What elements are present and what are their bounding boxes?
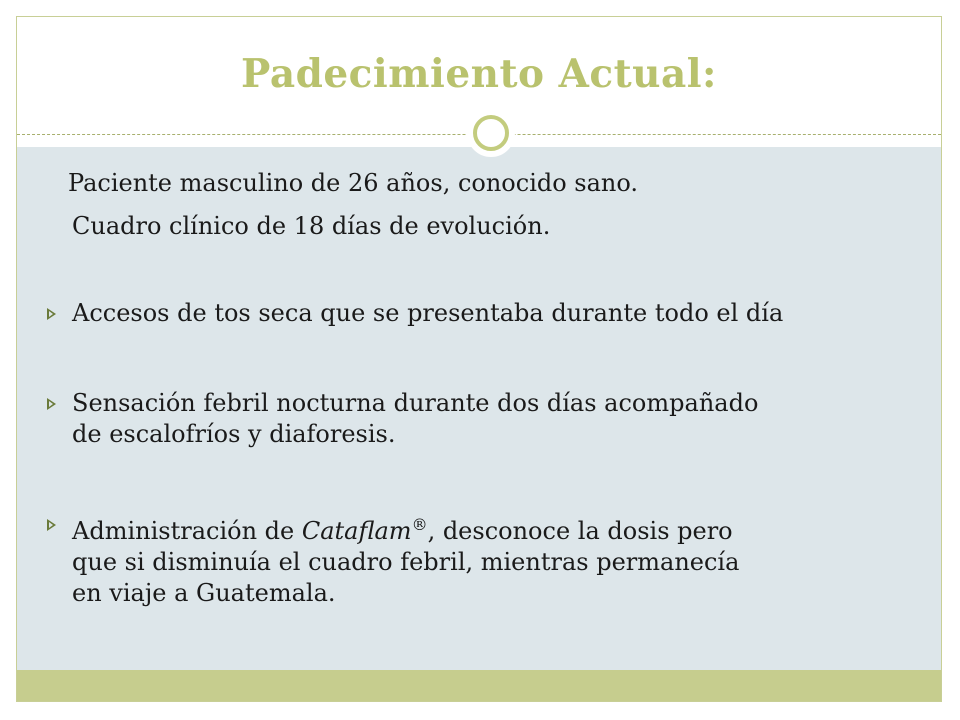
bullet-3-line-2: que si disminuía el cuadro febril, mientras permanecía — [72, 548, 740, 576]
bullet-2-text — [72, 388, 758, 450]
arrowhead-bullet-icon — [47, 308, 56, 320]
bullet-2-line-1: Sensación febril nocturna durante dos días acompañado — [72, 389, 759, 417]
bullet-2-line-2: de escalofríos y diaforesis. — [72, 420, 396, 448]
bullet-1-line-1: Accesos de tos seca que se presentaba durante todo el día — [72, 299, 784, 327]
intro-line-1: Paciente masculino de 26 años, conocido sano. — [68, 169, 639, 197]
ring-divider-inner — [473, 115, 509, 151]
arrowhead-bullet-icon — [47, 398, 56, 410]
bullet-3-line-1 — [72, 509, 739, 547]
bullet-3-line-3: en viaje a Guatemala. — [72, 579, 336, 607]
slide-title: Padecimiento Actual: — [241, 51, 717, 97]
ring-divider-icon — [467, 109, 515, 157]
arrowhead-bullet-icon — [47, 519, 56, 531]
bullet-3-text — [72, 509, 739, 609]
bullet-3-prefix: Administración de — [72, 517, 302, 545]
bullet-3-suffix: , desconoce la dosis pero — [427, 517, 733, 545]
intro-line-2: Cuadro clínico de 18 días de evolución. — [72, 212, 551, 240]
bullet-1-text — [72, 298, 783, 329]
drug-name: Cataflam — [301, 517, 412, 545]
bottom-bar — [17, 670, 941, 702]
registered-mark: ® — [411, 515, 428, 534]
